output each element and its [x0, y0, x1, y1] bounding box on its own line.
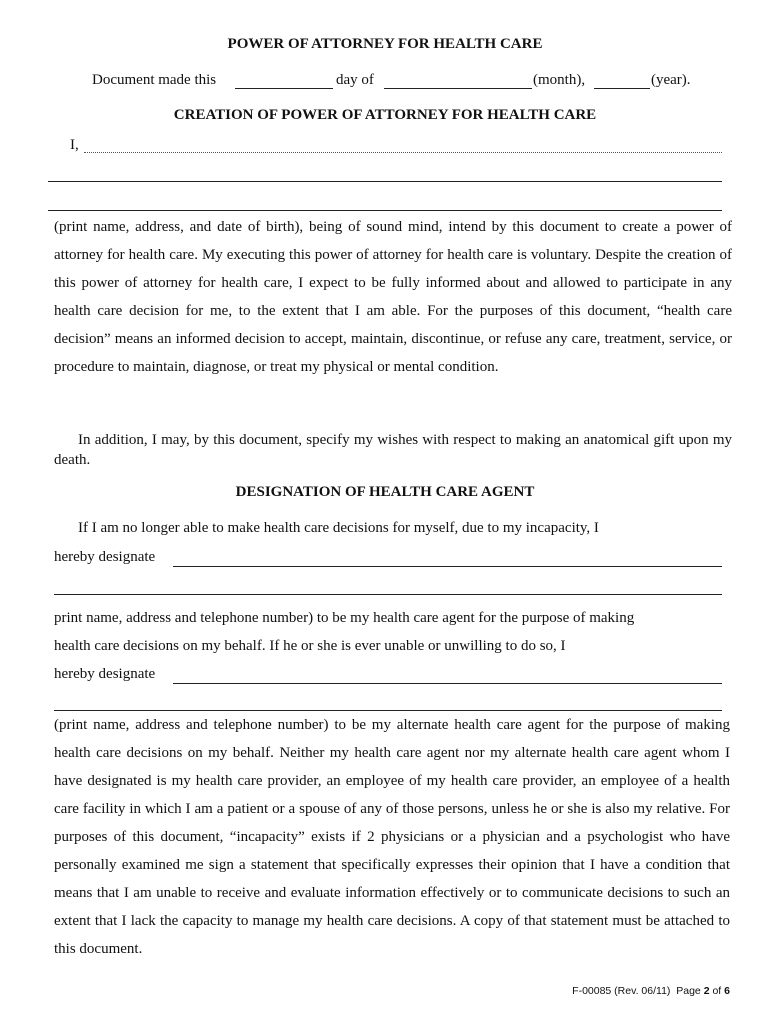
creation-heading: CREATION OF POWER OF ATTORNEY FOR HEALTH CARE [173, 107, 597, 123]
principal-address-field-2[interactable] [48, 210, 722, 211]
principal-prefix: I, [70, 137, 79, 153]
year-field[interactable] [594, 88, 650, 89]
principal-name-field[interactable] [84, 152, 722, 153]
creation-paragraph: (print name, address, and date of birth), being of sound mind, intend by this document to create a power of attorney for health care. My executing this power of attorney for health care is voluntary. Despite the creation of this power of attorney for health care, I expect to be fully informed about and allowed to participate in any health care decision for me, to the extent that I am able. For the purposes of this document, “health care decision” means an informed decision to accept, maintain, discontinue, or refuse any care, treatment, service, or procedure to maintain, diagnose, or treat my physical or mental condition. [54, 219, 732, 375]
page-footer [572, 985, 730, 997]
of-label: of [712, 985, 722, 997]
page-label: Page [676, 985, 701, 997]
page-title: POWER OF ATTORNEY FOR HEALTH CARE [227, 36, 543, 52]
day-of-label: day of [336, 72, 374, 88]
year-label: (year). [651, 72, 691, 88]
agent-address-field[interactable] [54, 594, 722, 595]
month-field[interactable] [384, 88, 532, 89]
agent-paragraph-line-2: health care decisions on my behalf. If he or she is ever unable or unwilling to do so, I [54, 638, 566, 654]
agent-name-field[interactable] [173, 566, 722, 567]
hereby-designate-label-2: hereby designate [54, 666, 156, 682]
page-number: 2 [703, 985, 710, 997]
alternate-agent-name-field[interactable] [173, 683, 722, 684]
form-id: F-00085 (Rev. 06/11) [572, 985, 671, 997]
designation-intro: If I am no longer able to make health care decisions for myself, due to my incapacity, I [78, 520, 599, 536]
anatomical-gift-paragraph: In addition, I may, by this document, specify my wishes with respect to making an anatomical gift upon my death. [54, 432, 732, 468]
alternate-agent-paragraph: (print name, address and telephone number) to be my alternate health care agent for the purpose of making health care decisions on my behalf. Neither my health care agent nor my alternate health care agent whom I have designated is my health care provider, an employee of my health care provider, an employee of a health care facility in which I am a patient or a spouse of any of those persons, unless he or she is also my relative. For purposes of this document, “incapacity” exists if 2 physicians or a physician and a psychologist who have personally examined me sign a statement that specifically expresses their opinion that I have a condition that means that I am unable to receive and evaluate information effectively or to communicate decisions to such an extent that I lack the capacity to manage my health care decisions. A copy of that statement must be attached to this document. [54, 717, 730, 957]
designation-heading: DESIGNATION OF HEALTH CARE AGENT [235, 484, 535, 500]
principal-address-field-1[interactable] [48, 181, 722, 182]
agent-paragraph-line-1: print name, address and telephone number) to be my health care agent for the purpose of making [54, 610, 635, 626]
date-prefix: Document made this [92, 72, 217, 88]
hereby-designate-label-1: hereby designate [54, 549, 156, 565]
month-label: (month), [533, 72, 586, 88]
page-total: 6 [724, 985, 730, 997]
day-field[interactable] [235, 88, 333, 89]
